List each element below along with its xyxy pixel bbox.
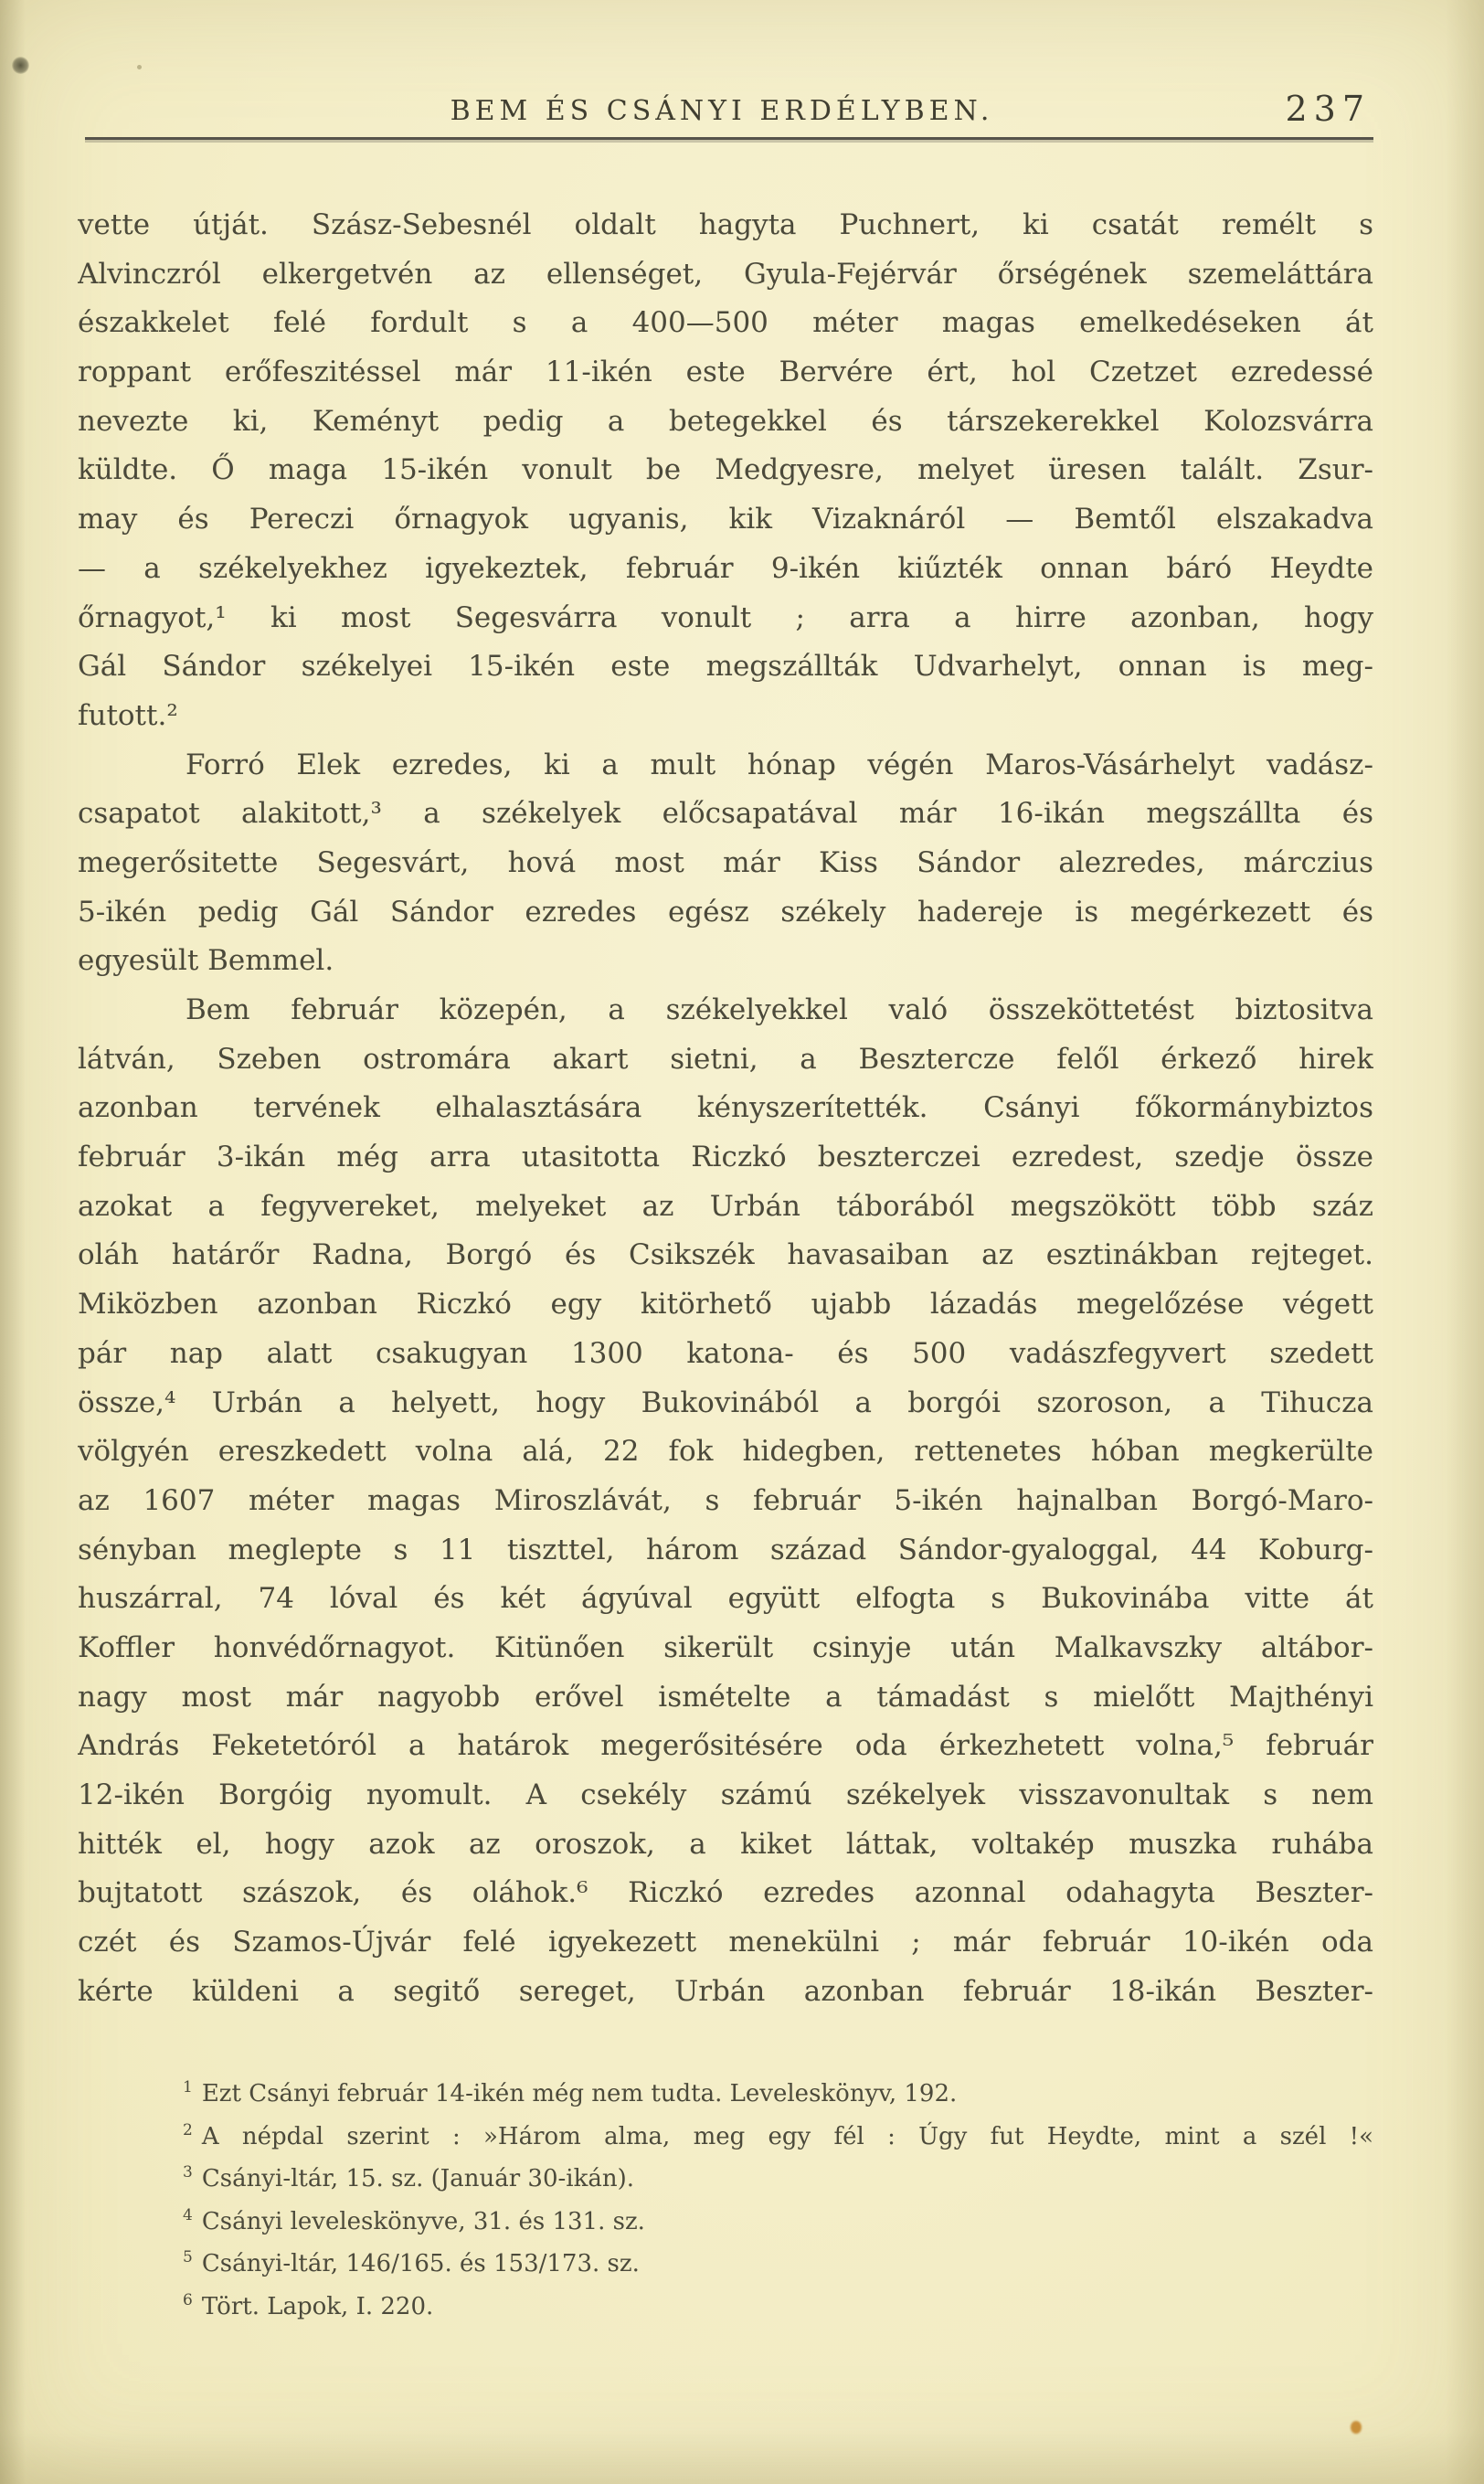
body-line: hitték el, hogy azok az oroszok, a kiket láttak, voltakép muszka ruhába — [78, 1827, 1373, 1861]
footnote-marker: 4 — [183, 2205, 193, 2224]
paper-speck — [137, 65, 142, 69]
body-line: oláh határőr Radna, Borgó és Csikszék havasaiban az esztinákban rejteget. — [78, 1238, 1373, 1272]
body-line: őrnagyot,¹ ki most Segesvárra vonult ; arra a hirre azonban, hogy — [78, 600, 1373, 634]
body-line: Alvinczról elkergetvén az ellenséget, Gyula-Fejérvár őrségének szemeláttára — [78, 257, 1373, 291]
body-line: Miközben azonban Riczkó egy kitörhető ujabb lázadás megelőzése végett — [78, 1288, 1373, 1322]
body-line: völgyén ereszkedett volna alá, 22 fok hidegben, rettenetes hóban megkerülte — [78, 1435, 1373, 1469]
body-line: vette útját. Szász-Sebesnél oldalt hagyta Puchnert, ki csatát remélt s — [78, 208, 1373, 241]
body-line: czét és Szamos-Újvár felé igyekezett menekülni ; már február 10-ikén oda — [78, 1926, 1373, 1959]
body-line: csapatot alakitott,³ a székelyek előcsapatával már 16-ikán megszállta és — [78, 797, 1373, 831]
body-line: pár nap alatt csakugyan 1300 katona- és 500 vadászfegyvert szedett — [78, 1336, 1373, 1370]
body-line: február 3-ikán még arra utasitotta Riczkó beszterczei ezredest, szedje össze — [78, 1141, 1373, 1174]
body-line: 12-ikén Borgóig nyomult. A csekély számú székelyek visszavonultak s nem — [78, 1778, 1373, 1811]
body-text — [78, 201, 1373, 2016]
body-line: huszárral, 74 lóval és két ágyúval együtt elfogta s Bukovinába vitte át — [78, 1582, 1373, 1616]
footnote-marker: 5 — [183, 2248, 193, 2267]
running-header-title: BEM ÉS CSÁNYI ERDÉLYBEN. — [450, 95, 994, 127]
body-line: Forró Elek ezredes, ki a mult hónap végén Maros-Vásárhelyt vadász- — [186, 748, 1373, 781]
body-line: futott.² — [78, 698, 178, 732]
footnote-line: $^2$ A népdal szerint : »Három alma, meg egy fél : Úgy fut Heydte, mint a szél !« — [183, 2120, 1373, 2150]
page-number: 237 — [1285, 89, 1371, 129]
body-line: nagy most már nagyobb erővel ismételte a támadást s mielőtt Majthényi — [78, 1680, 1373, 1714]
body-line: északkelet felé fordult s a 400—500 méter magas emelkedéseken át — [78, 306, 1373, 340]
body-line: bujtatott szászok, és oláhok.⁶ Riczkó ezredes azonnal odahagyta Beszter- — [78, 1876, 1373, 1910]
paragraph — [78, 741, 1373, 986]
footnote-line: $^1$ Ezt Csányi február 14-ikén még nem tudta. Leveleskönyv, 192. — [183, 2078, 958, 2107]
body-line: küldte. Ő maga 15-ikén vonult be Medgyesre, melyet üresen talált. Zsur- — [78, 453, 1373, 487]
ink-blotch-stain — [12, 57, 29, 74]
paragraph — [78, 201, 1373, 741]
body-line: látván, Szeben ostromára akart sietni, a Besztercze felől érkező hirek — [78, 1042, 1373, 1076]
scan-edge-shadow-bottom — [0, 2429, 1484, 2484]
body-line: kérte küldeni a segitő sereget, Urbán azonban február 18-ikán Beszter- — [78, 1974, 1373, 2008]
body-line: egyesült Bemmel. — [78, 944, 334, 978]
body-line: András Feketetóról a határok megerősitésére oda érkezhetett volna,⁵ február — [78, 1729, 1373, 1763]
header-rule — [85, 137, 1373, 140]
body-line: Bem február közepén, a székelyekkel való összeköttetést biztositva — [186, 993, 1373, 1026]
footnote-marker: 6 — [183, 2290, 193, 2309]
body-line: sényban meglepte s 11 tiszttel, három század Sándor-gyaloggal, 44 Koburg- — [78, 1533, 1373, 1566]
orange-stain — [1351, 2421, 1362, 2434]
body-line: az 1607 méter magas Miroszlávát, s február 5-ikén hajnalban Borgó-Maro- — [78, 1483, 1373, 1517]
body-line: nevezte ki, Keményt pedig a betegekkel és társzekerekkel Kolozsvárra — [78, 404, 1373, 438]
footnote-marker: 1 — [183, 2078, 193, 2097]
body-line: may és Pereczi őrnagyok ugyanis, kik Vizaknáról — Bemtől elszakadva — [78, 503, 1373, 536]
body-line: Gál Sándor székelyei 15-ikén este megszállták Udvarhelyt, onnan is meg- — [78, 650, 1373, 684]
body-line: azokat a fegyvereket, melyeket az Urbán táborából megszökött több száz — [78, 1189, 1373, 1223]
footnote-marker: 3 — [183, 2163, 193, 2182]
body-line: megerősitette Segesvárt, hová most már Kiss Sándor alezredes, márczius — [78, 845, 1373, 879]
body-line: 5-ikén pedig Gál Sándor ezredes egész székely hadereje is megérkezett és — [78, 895, 1373, 929]
footnote-line: $^4$ Csányi leveleskönyve, 31. és 131. sz. — [183, 2205, 645, 2235]
body-line: össze,⁴ Urbán a helyett, hogy Bukovinából a borgói szoroson, a Tihucza — [78, 1385, 1373, 1419]
body-line: roppant erőfeszitéssel már 11-ikén este Bervére ért, hol Czetzet ezredessé — [78, 356, 1373, 389]
scan-edge-shadow-right — [1446, 0, 1484, 2484]
paragraph — [78, 986, 1373, 2016]
footnote-line: $^3$ Csányi-ltár, 15. sz. (Január 30-ikán). — [183, 2163, 634, 2192]
scan-edge-shadow-left — [0, 0, 26, 2484]
body-line: azonban tervének elhalasztására kényszerítették. Csányi főkormánybiztos — [78, 1091, 1373, 1125]
footnotes-block — [78, 2073, 1373, 2328]
footnote-line: $^6$ Tört. Lapok, I. 220. — [183, 2290, 434, 2320]
body-line: — a székelyekhez igyekeztek, február 9-ikén kiűzték onnan báró Heydte — [78, 551, 1373, 585]
body-line: Koffler honvédőrnagyot. Kitünően sikerült csinyje után Malkavszky altábor- — [78, 1630, 1373, 1664]
footnote-line: $^5$ Csányi-ltár, 146/165. és 153/173. sz. — [183, 2248, 640, 2277]
footnote-marker: 2 — [183, 2120, 193, 2139]
